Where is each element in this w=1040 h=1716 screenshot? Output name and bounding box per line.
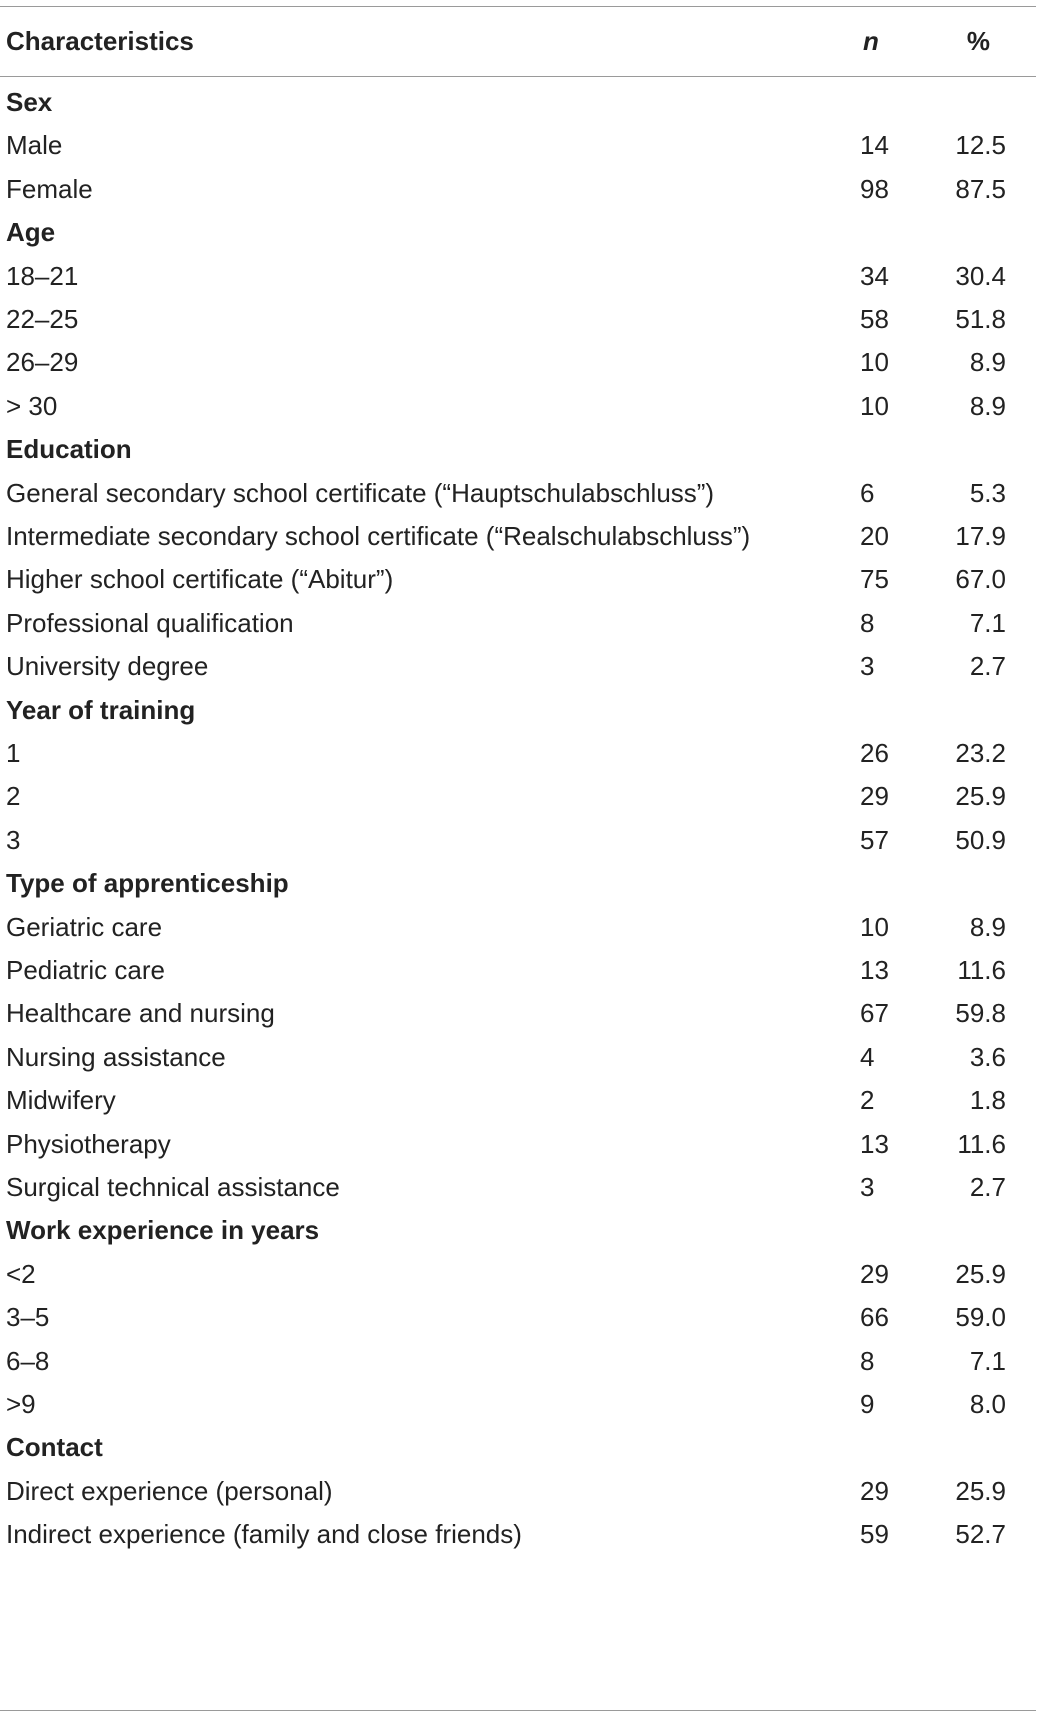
row-percent: 25.9 <box>955 781 1006 812</box>
row-count: 57 <box>860 824 889 855</box>
table-header-rule <box>0 76 1036 77</box>
row-percent: 25.9 <box>955 1475 1006 1506</box>
row-count: 6 <box>860 477 875 508</box>
table-row <box>0 904 1040 951</box>
row-count: 10 <box>860 390 889 421</box>
row-count: 20 <box>860 521 889 551</box>
row-label: Nursing assistance <box>6 1041 226 1072</box>
row-percent: 11.6 <box>957 955 1006 985</box>
header-n: n <box>863 26 879 56</box>
row-label: 1 <box>6 738 21 768</box>
row-percent: 52.7 <box>955 1519 1006 1550</box>
row-label: Geriatric care <box>6 911 163 942</box>
row-percent: 7.1 <box>969 1345 1006 1376</box>
row-percent: 17.9 <box>955 521 1006 551</box>
table-row <box>0 817 1040 864</box>
row-label: General secondary school certificate (“Hauptschulabschluss”) <box>6 477 715 508</box>
table-row <box>0 556 1040 603</box>
table-row <box>0 1121 1040 1168</box>
row-count: 8 <box>860 607 875 638</box>
row-label: 22–25 <box>6 304 79 334</box>
table-row <box>0 773 1040 820</box>
row-percent: 59.0 <box>955 1302 1006 1333</box>
table-top-rule <box>0 6 1036 7</box>
table-row <box>0 166 1040 213</box>
row-label: Indirect experience (family and close friends) <box>6 1519 522 1550</box>
row-label: Female <box>6 173 93 204</box>
section-heading: Sex <box>6 87 53 117</box>
section-row <box>0 1424 1040 1471</box>
row-count: 66 <box>860 1302 889 1333</box>
row-count: 10 <box>860 911 889 942</box>
row-count: 8 <box>860 1345 875 1376</box>
section-row <box>0 79 1040 126</box>
row-percent: 8.9 <box>969 390 1006 421</box>
table-row <box>0 1468 1040 1515</box>
row-count: 29 <box>860 1475 889 1506</box>
row-count: 10 <box>860 347 889 378</box>
row-percent: 11.6 <box>957 1128 1006 1159</box>
row-count: 59 <box>860 1519 889 1550</box>
header-percent: % <box>966 26 990 56</box>
table-row <box>0 1164 1040 1211</box>
row-label: Higher school certificate (“Abitur”) <box>6 564 394 595</box>
row-percent: 1.8 <box>969 1085 1006 1116</box>
table-row <box>0 253 1040 300</box>
row-label: Direct experience (personal) <box>6 1475 333 1506</box>
row-percent: 8.9 <box>969 347 1006 378</box>
table-row <box>0 339 1040 386</box>
table-row <box>0 513 1040 560</box>
row-percent: 12.5 <box>955 130 1006 161</box>
section-heading: Age <box>6 217 56 248</box>
table-row <box>0 1294 1040 1341</box>
table-row <box>0 990 1040 1037</box>
table-row <box>0 643 1040 690</box>
section-row <box>0 860 1040 907</box>
section-row <box>0 209 1040 256</box>
table-row <box>0 1077 1040 1124</box>
row-count: 98 <box>860 173 889 204</box>
table-row <box>0 600 1040 647</box>
row-label: > 30 <box>6 390 58 421</box>
row-percent: 25.9 <box>955 1258 1006 1289</box>
row-label: Male <box>6 130 63 161</box>
row-count: 13 <box>860 1128 889 1159</box>
row-count: 4 <box>860 1041 875 1072</box>
row-label: Pediatric care <box>6 955 165 985</box>
table-row <box>0 730 1040 777</box>
row-percent: 2.7 <box>969 651 1006 682</box>
row-count: 13 <box>860 955 889 985</box>
row-count: 75 <box>860 564 889 595</box>
row-label: 3 <box>6 824 21 855</box>
row-count: 26 <box>860 738 889 768</box>
row-count: 9 <box>860 1389 875 1419</box>
table-header-row <box>0 18 1040 65</box>
row-count: 3 <box>860 651 875 682</box>
section-heading: Education <box>6 434 132 465</box>
section-row <box>0 687 1040 734</box>
section-heading: Year of training <box>6 694 196 725</box>
row-percent: 7.1 <box>969 607 1006 638</box>
row-count: 2 <box>860 1085 875 1116</box>
row-percent: 23.2 <box>955 738 1006 768</box>
table-row <box>0 947 1040 994</box>
table-row <box>0 296 1040 343</box>
row-label: >9 <box>6 1389 36 1419</box>
table-row <box>0 1511 1040 1558</box>
row-percent: 3.6 <box>969 1041 1006 1072</box>
row-percent: 8.9 <box>969 911 1006 942</box>
table-row <box>0 1338 1040 1385</box>
table-row <box>0 1034 1040 1081</box>
row-label: Physiotherapy <box>6 1128 171 1159</box>
row-percent: 8.0 <box>969 1389 1006 1419</box>
row-label: Surgical technical assistance <box>6 1172 340 1202</box>
row-label: University degree <box>6 651 209 682</box>
table-bottom-rule <box>0 1710 1036 1711</box>
row-percent: 50.9 <box>955 824 1006 855</box>
row-count: 58 <box>860 304 889 334</box>
section-heading: Work experience in years <box>6 1215 320 1246</box>
row-label: <2 <box>6 1258 36 1289</box>
row-percent: 67.0 <box>955 564 1006 595</box>
row-percent: 2.7 <box>969 1172 1006 1202</box>
table-row <box>0 122 1040 169</box>
table-row <box>0 1251 1040 1298</box>
section-row <box>0 1207 1040 1254</box>
section-row <box>0 426 1040 473</box>
row-percent: 87.5 <box>955 173 1006 204</box>
row-count: 29 <box>860 781 889 812</box>
row-label: 18–21 <box>6 260 79 291</box>
row-count: 34 <box>860 260 889 291</box>
row-percent: 5.3 <box>969 477 1006 508</box>
row-label: Intermediate secondary school certificate (“Realschulabschluss”) <box>6 521 751 551</box>
row-count: 29 <box>860 1258 889 1289</box>
row-label: Healthcare and nursing <box>6 998 275 1029</box>
row-label: Professional qualification <box>6 607 294 638</box>
row-label: 26–29 <box>6 347 79 378</box>
row-percent: 51.8 <box>955 304 1006 334</box>
table-row <box>0 383 1040 430</box>
section-heading: Type of apprenticeship <box>6 868 289 899</box>
row-count: 3 <box>860 1172 875 1202</box>
row-count: 14 <box>860 130 889 161</box>
header-characteristics: Characteristics <box>6 26 194 56</box>
row-count: 67 <box>860 998 889 1029</box>
row-percent: 59.8 <box>955 998 1006 1029</box>
row-label: 3–5 <box>6 1302 50 1333</box>
row-label: 6–8 <box>6 1345 50 1376</box>
table-row <box>0 1381 1040 1428</box>
row-label: Midwifery <box>6 1085 116 1116</box>
table-row <box>0 470 1040 517</box>
row-percent: 30.4 <box>955 260 1006 291</box>
row-label: 2 <box>6 781 21 812</box>
section-heading: Contact <box>6 1432 103 1463</box>
